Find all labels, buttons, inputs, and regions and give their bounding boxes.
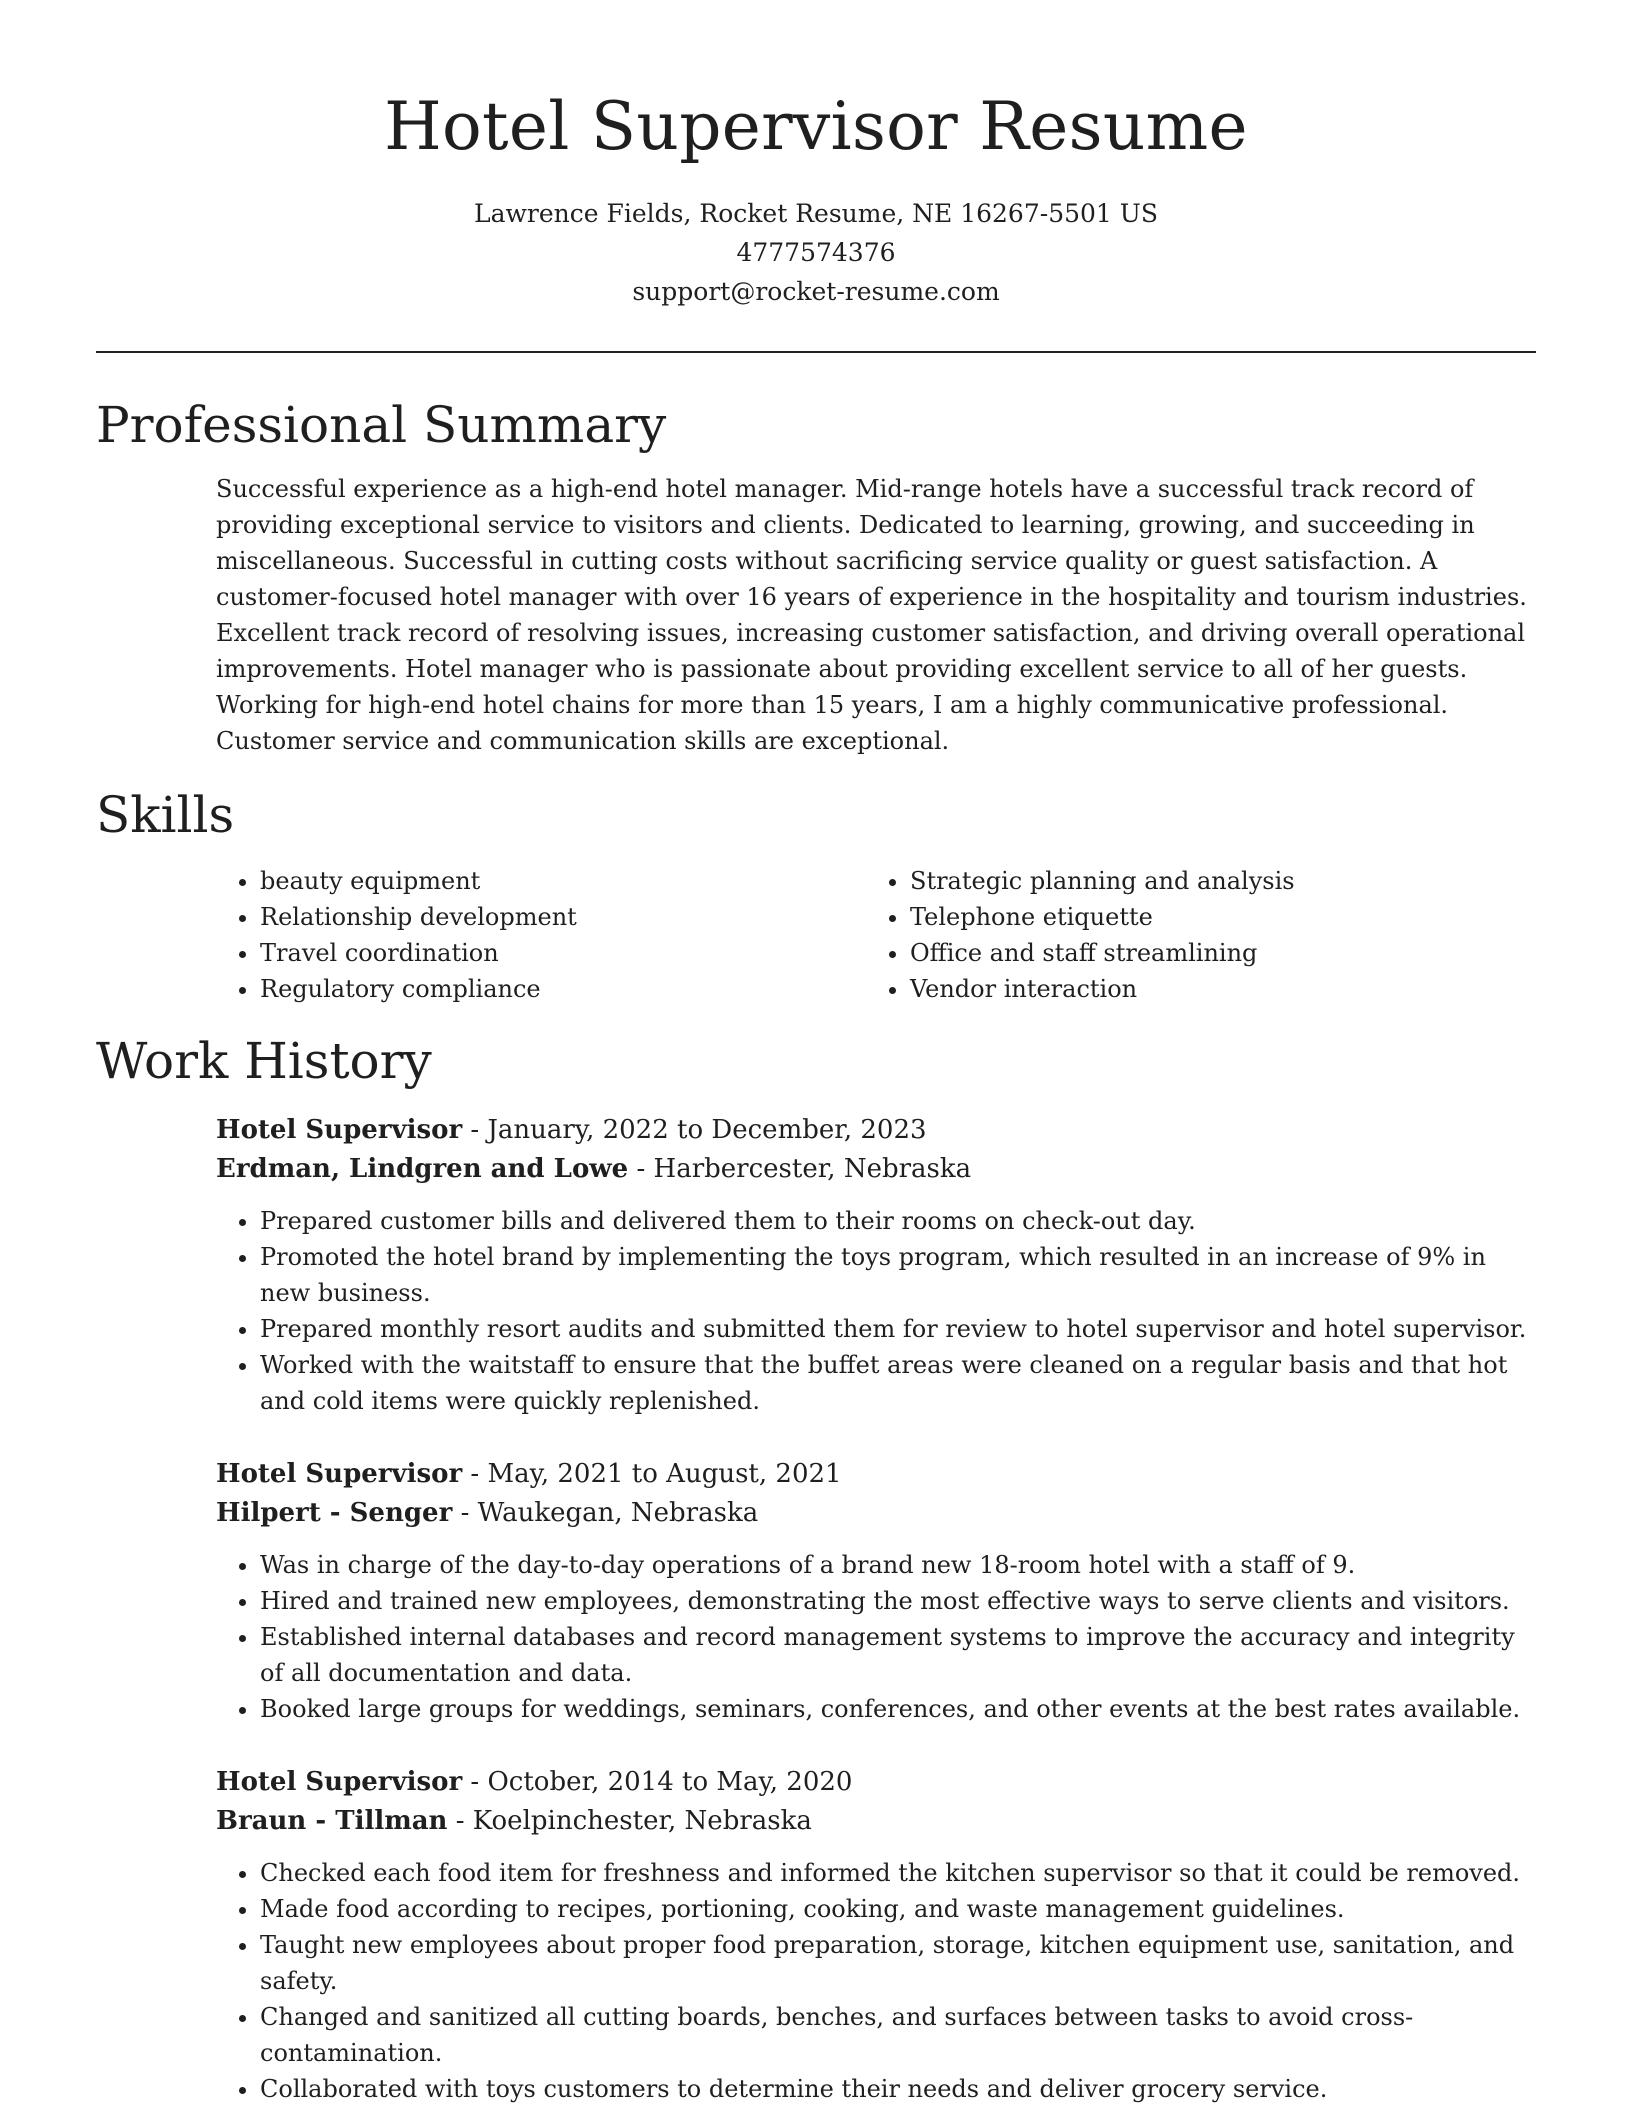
work-heading: Work History [96,1032,432,1090]
skill-item: • Relationship development [260,899,866,935]
job-separator: - [636,1154,654,1184]
job-dates: May, 2021 to August, 2021 [487,1459,842,1489]
contact-phone: 4777574376 [736,238,896,267]
resume-title: Hotel Supervisor Resume [384,88,1248,165]
job-bullet: • Changed and sanitized all cutting boards, benches, and surfaces between tasks to avoid cross-contamination. [260,1999,1536,2071]
job-bullet: • Prepared monthly resort audits and submitted them for review to hotel supervisor and hotel supervisor. [260,1311,1536,1347]
job-bullet: • Worked with the waitstaff to ensure that the buffet areas were cleaned on a regular basis and that hot and cold items were quickly replenished. [260,1347,1536,1419]
resume-header [96,0,1536,311]
summary-text: Successful experience as a high-end hotel manager. Mid-range hotels have a successful track record of providing exceptional service to visitors and clients. Dedicated to learning, growing, and succeeding in miscellaneous. Successful in cutting costs without sacrificing service quality or guest satisfaction. A customer-focused hotel manager with over 16 years of experience in the hospitality and tourism industries. Excellent track record of resolving issues, increasing customer satisfaction, and driving overall operational improvements. Hotel manager who is passionate about providing excellent service to all of her guests. Working for high-end hotel chains for more than 15 years, I am a highly communicative professional. Customer service and communication skills are exceptional. [216,475,1527,755]
job-bullet: • Was in charge of the day-to-day operations of a brand new 18-room hotel with a staff of 9. [260,1547,1536,1583]
job-company: Erdman, Lindgren and Lowe [216,1154,629,1184]
skills-section [96,783,1536,1007]
skill-item: • Vendor interaction [910,971,1516,1007]
job-title: Hotel Supervisor [216,1459,463,1489]
skill-item: • Strategic planning and analysis [910,863,1516,899]
skill-item: • Office and staff streamlining [910,935,1516,971]
job-bullet: • Prepared customer bills and delivered them to their rooms on check-out day. [260,1203,1536,1239]
job-separator: - [470,1767,488,1797]
contact-email: support@rocket-resume.com [632,277,1000,306]
job-bullet: • Established internal databases and record management systems to improve the accuracy and integrity of all documentation and data. [260,1619,1536,1691]
job-separator: - [470,1115,488,1145]
skills-heading: Skills [96,786,235,844]
contact-address: Lawrence Fields, Rocket Resume, NE 16267-5501 US [474,199,1158,228]
skill-item: • Telephone etiquette [910,899,1516,935]
job-separator: - [470,1459,488,1489]
job-title: Hotel Supervisor [216,1115,463,1145]
job-bullets [216,1855,1536,2107]
job-location: Harbercester, Nebraska [653,1154,972,1184]
summary-heading: Professional Summary [96,396,667,454]
job-title-line [216,1111,1536,1150]
job-bullet: • Promoted the hotel brand by implementing the toys program, which resulted in an increase of 9% in new business. [260,1239,1536,1311]
job-title-line [216,1455,1536,1494]
job-company-line [216,1494,1536,1533]
job-bullet: • Taught new employees about proper food preparation, storage, kitchen equipment use, sanitation, and safety. [260,1927,1536,1999]
job-bullet: • Booked large groups for weddings, seminars, conferences, and other events at the best rates available. [260,1691,1536,1727]
job-bullets [216,1203,1536,1419]
job-company-line [216,1150,1536,1189]
skills-right-list [866,863,1516,1007]
contact-info [96,194,1536,311]
work-section [96,1029,1536,2107]
skills-left-list [216,863,866,1007]
job-location: Waukegan, Nebraska [477,1498,759,1528]
job-dates: October, 2014 to May, 2020 [487,1767,853,1797]
job-company-line [216,1802,1536,1841]
resume-page [96,0,1536,2107]
skill-item: • Regulatory compliance [260,971,866,1007]
job-company: Hilpert - Senger [216,1498,453,1528]
job-title-line [216,1763,1536,1802]
job-location: Koelpinchester, Nebraska [472,1806,812,1836]
summary-section [96,393,1536,759]
job-entry [216,1455,1536,1727]
job-bullet: • Collaborated with toys customers to determine their needs and deliver grocery service. [260,2071,1536,2107]
skill-item: • beauty equipment [260,863,866,899]
job-bullet: • Hired and trained new employees, demonstrating the most effective ways to serve clients and visitors. [260,1583,1536,1619]
job-title: Hotel Supervisor [216,1767,463,1797]
job-company: Braun - Tillman [216,1806,448,1836]
header-divider [96,351,1536,353]
skills-grid [216,863,1536,1007]
job-separator: - [460,1498,478,1528]
job-dates: January, 2022 to December, 2023 [487,1115,927,1145]
job-separator: - [455,1806,473,1836]
job-entry [216,1763,1536,2107]
job-entry [216,1111,1536,1419]
skill-item: • Travel coordination [260,935,866,971]
job-bullets [216,1547,1536,1727]
job-bullet: • Checked each food item for freshness and informed the kitchen supervisor so that it could be removed. [260,1855,1536,1891]
job-bullet: • Made food according to recipes, portioning, cooking, and waste management guidelines. [260,1891,1536,1927]
